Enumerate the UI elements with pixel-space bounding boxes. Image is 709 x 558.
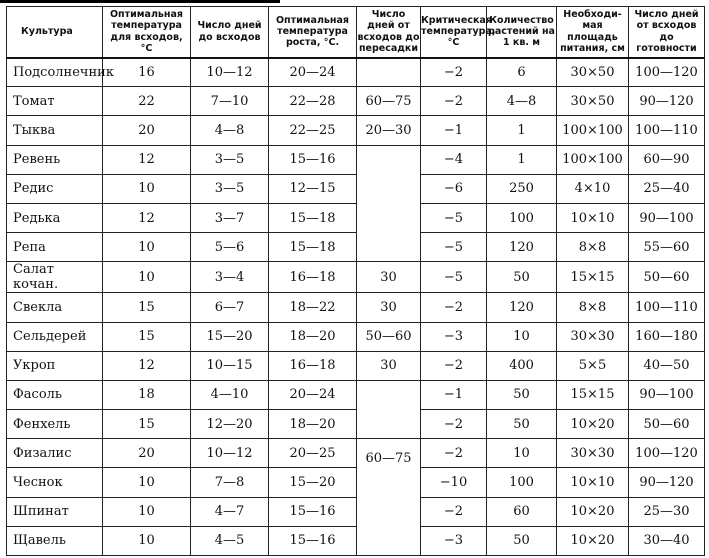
cell-crop-name: Тыква — [7, 116, 103, 145]
cell-crop-name: Сельдерей — [7, 322, 103, 351]
cell-temp-sprout: 10 — [103, 526, 191, 555]
table-row — [7, 145, 705, 174]
cell-days-sprout: 3—5 — [191, 174, 269, 203]
cell-crit-temp: −1 — [421, 380, 487, 409]
cell-days-sprout: 7—8 — [191, 468, 269, 497]
cell-days-ready: 50—60 — [629, 410, 705, 439]
cell-days-transplant — [357, 145, 421, 262]
header-crit-temp: Критическая температура, °С — [421, 7, 487, 58]
cell-temp-growth: 18—20 — [269, 410, 357, 439]
cell-feeding-area: 10×20 — [557, 497, 629, 526]
cell-days-ready: 100—110 — [629, 116, 705, 145]
cell-temp-sprout: 15 — [103, 410, 191, 439]
cell-crit-temp: −3 — [421, 322, 487, 351]
cell-crit-temp: −3 — [421, 526, 487, 555]
cell-plants-per-m2: 50 — [487, 410, 557, 439]
cell-temp-growth: 20—24 — [269, 380, 357, 409]
cell-crit-temp: −5 — [421, 262, 487, 293]
cell-temp-growth: 15—20 — [269, 468, 357, 497]
cell-plants-per-m2: 400 — [487, 351, 557, 380]
cell-days-ready: 90—100 — [629, 380, 705, 409]
cell-crop-name: Фасоль — [7, 380, 103, 409]
cell-days-ready: 160—180 — [629, 322, 705, 351]
cell-crit-temp: −5 — [421, 203, 487, 232]
cell-days-transplant: 20—30 — [357, 116, 421, 145]
cell-plants-per-m2: 250 — [487, 174, 557, 203]
cell-plants-per-m2: 10 — [487, 439, 557, 468]
cell-temp-sprout: 20 — [103, 116, 191, 145]
cell-days-transplant — [357, 58, 421, 87]
cell-temp-growth: 22—25 — [269, 116, 357, 145]
cell-days-ready: 60—90 — [629, 145, 705, 174]
table-row — [7, 233, 705, 262]
cell-feeding-area: 8×8 — [557, 233, 629, 262]
crop-data-table — [6, 6, 705, 556]
cell-crit-temp: −2 — [421, 293, 487, 322]
table-row — [7, 174, 705, 203]
cell-days-sprout: 3—7 — [191, 203, 269, 232]
table-row — [7, 58, 705, 87]
cell-feeding-area: 10×10 — [557, 468, 629, 497]
cell-days-sprout: 3—4 — [191, 262, 269, 293]
cell-days-ready: 90—100 — [629, 203, 705, 232]
table-row — [7, 322, 705, 351]
cell-temp-growth: 15—16 — [269, 526, 357, 555]
cell-temp-sprout: 22 — [103, 87, 191, 116]
cell-crop-name: Редька — [7, 203, 103, 232]
cell-feeding-area: 30×50 — [557, 87, 629, 116]
cell-plants-per-m2: 1 — [487, 116, 557, 145]
cell-feeding-area: 15×15 — [557, 262, 629, 293]
cell-days-sprout: 7—10 — [191, 87, 269, 116]
cell-crop-name: Подсолнечник — [7, 58, 103, 87]
cell-crit-temp: −1 — [421, 116, 487, 145]
top-rule — [0, 0, 280, 3]
cell-temp-sprout: 10 — [103, 497, 191, 526]
table-row — [7, 203, 705, 232]
cell-crit-temp: −6 — [421, 174, 487, 203]
cell-days-ready: 100—110 — [629, 293, 705, 322]
header-crop: Культура — [7, 7, 103, 58]
cell-temp-sprout: 18 — [103, 380, 191, 409]
cell-days-sprout: 10—12 — [191, 439, 269, 468]
cell-crop-name: Свекла — [7, 293, 103, 322]
cell-days-ready: 100—120 — [629, 58, 705, 87]
cell-feeding-area: 30×50 — [557, 58, 629, 87]
cell-temp-sprout: 15 — [103, 322, 191, 351]
header-plants-per-m2: Количество растений на 1 кв. м — [487, 7, 557, 58]
table-row — [7, 497, 705, 526]
cell-days-sprout: 15—20 — [191, 322, 269, 351]
cell-temp-growth: 15—16 — [269, 145, 357, 174]
header-days-sprout: Число дней до всходов — [191, 7, 269, 58]
cell-crop-name: Физалис — [7, 439, 103, 468]
cell-temp-sprout: 10 — [103, 468, 191, 497]
cell-crop-name: Фенхель — [7, 410, 103, 439]
cell-plants-per-m2: 120 — [487, 233, 557, 262]
cell-days-transplant: 60—75 — [357, 439, 421, 556]
cell-feeding-area: 30×30 — [557, 322, 629, 351]
table-row — [7, 87, 705, 116]
cell-crit-temp: −2 — [421, 351, 487, 380]
cell-crit-temp: −2 — [421, 439, 487, 468]
cell-days-ready: 50—60 — [629, 262, 705, 293]
cell-temp-growth: 20—25 — [269, 439, 357, 468]
cell-days-ready: 55—60 — [629, 233, 705, 262]
cell-feeding-area: 10×20 — [557, 526, 629, 555]
table-row — [7, 351, 705, 380]
cell-days-transplant — [357, 380, 421, 438]
cell-temp-growth: 18—20 — [269, 322, 357, 351]
cell-crop-name: Салат кочан. — [7, 262, 103, 293]
cell-feeding-area: 100×100 — [557, 145, 629, 174]
cell-temp-growth: 18—22 — [269, 293, 357, 322]
header-days-ready: Число дней от всходов до готовности — [629, 7, 705, 58]
cell-days-ready: 90—120 — [629, 87, 705, 116]
cell-temp-sprout: 20 — [103, 439, 191, 468]
cell-feeding-area: 15×15 — [557, 380, 629, 409]
cell-crit-temp: −4 — [421, 145, 487, 174]
cell-plants-per-m2: 50 — [487, 380, 557, 409]
cell-crop-name: Укроп — [7, 351, 103, 380]
cell-feeding-area: 10×20 — [557, 410, 629, 439]
cell-temp-growth: 22—28 — [269, 87, 357, 116]
table-row — [7, 410, 705, 439]
cell-temp-growth: 16—18 — [269, 351, 357, 380]
cell-temp-growth: 15—16 — [269, 497, 357, 526]
cell-temp-sprout: 10 — [103, 233, 191, 262]
cell-plants-per-m2: 4—8 — [487, 87, 557, 116]
cell-plants-per-m2: 120 — [487, 293, 557, 322]
cell-plants-per-m2: 60 — [487, 497, 557, 526]
cell-temp-sprout: 12 — [103, 145, 191, 174]
cell-crit-temp: −2 — [421, 410, 487, 439]
table-row — [7, 293, 705, 322]
cell-days-ready: 40—50 — [629, 351, 705, 380]
cell-temp-sprout: 12 — [103, 203, 191, 232]
header-feeding-area: Необходи-мая площадь питания, см — [557, 7, 629, 58]
cell-days-sprout: 12—20 — [191, 410, 269, 439]
cell-plants-per-m2: 100 — [487, 468, 557, 497]
cell-days-sprout: 4—10 — [191, 380, 269, 409]
cell-crit-temp: −2 — [421, 497, 487, 526]
cell-crop-name: Ревень — [7, 145, 103, 174]
cell-feeding-area: 30×30 — [557, 439, 629, 468]
cell-crit-temp: −2 — [421, 58, 487, 87]
cell-days-transplant: 60—75 — [357, 87, 421, 116]
cell-days-sprout: 3—5 — [191, 145, 269, 174]
cell-temp-growth: 15—18 — [269, 233, 357, 262]
table-row — [7, 262, 705, 293]
cell-plants-per-m2: 1 — [487, 145, 557, 174]
cell-crop-name: Редис — [7, 174, 103, 203]
cell-plants-per-m2: 50 — [487, 526, 557, 555]
cell-crit-temp: −10 — [421, 468, 487, 497]
cell-days-sprout: 4—7 — [191, 497, 269, 526]
cell-days-transplant: 30 — [357, 293, 421, 322]
cell-crop-name: Чеснок — [7, 468, 103, 497]
header-days-transplant: Число дней от всходов до пересадки — [357, 7, 421, 58]
table-row — [7, 439, 705, 468]
cell-days-sprout: 6—7 — [191, 293, 269, 322]
cell-plants-per-m2: 6 — [487, 58, 557, 87]
cell-feeding-area: 4×10 — [557, 174, 629, 203]
cell-feeding-area: 8×8 — [557, 293, 629, 322]
cell-days-sprout: 4—8 — [191, 116, 269, 145]
cell-plants-per-m2: 10 — [487, 322, 557, 351]
table-row — [7, 468, 705, 497]
cell-crop-name: Репа — [7, 233, 103, 262]
cell-feeding-area: 5×5 — [557, 351, 629, 380]
cell-days-ready: 90—120 — [629, 468, 705, 497]
cell-crop-name: Шпинат — [7, 497, 103, 526]
cell-temp-sprout: 10 — [103, 262, 191, 293]
cell-temp-sprout: 15 — [103, 293, 191, 322]
cell-crit-temp: −5 — [421, 233, 487, 262]
cell-crit-temp: −2 — [421, 87, 487, 116]
header-temp-growth: Оптимальная температура роста, °С. — [269, 7, 357, 58]
cell-temp-growth: 12—15 — [269, 174, 357, 203]
table-row — [7, 526, 705, 555]
cell-days-ready: 100—120 — [629, 439, 705, 468]
cell-crop-name: Томат — [7, 87, 103, 116]
cell-temp-growth: 15—18 — [269, 203, 357, 232]
header-temp-sprout: Оптимальная температура для всходов, °С — [103, 7, 191, 58]
cell-days-transplant: 30 — [357, 351, 421, 380]
table-row — [7, 380, 705, 409]
table-row — [7, 116, 705, 145]
cell-days-transplant: 50—60 — [357, 322, 421, 351]
cell-crop-name: Щавель — [7, 526, 103, 555]
cell-days-ready: 25—30 — [629, 497, 705, 526]
cell-temp-sprout: 16 — [103, 58, 191, 87]
cell-temp-growth: 20—24 — [269, 58, 357, 87]
cell-days-sprout: 5—6 — [191, 233, 269, 262]
cell-temp-sprout: 10 — [103, 174, 191, 203]
cell-days-transplant: 30 — [357, 262, 421, 293]
cell-days-sprout: 4—5 — [191, 526, 269, 555]
cell-plants-per-m2: 100 — [487, 203, 557, 232]
cell-temp-growth: 16—18 — [269, 262, 357, 293]
cell-plants-per-m2: 50 — [487, 262, 557, 293]
header-row — [7, 7, 705, 58]
cell-feeding-area: 10×10 — [557, 203, 629, 232]
cell-feeding-area: 100×100 — [557, 116, 629, 145]
cell-days-ready: 30—40 — [629, 526, 705, 555]
cell-days-sprout: 10—15 — [191, 351, 269, 380]
cell-days-ready: 25—40 — [629, 174, 705, 203]
cell-temp-sprout: 12 — [103, 351, 191, 380]
cell-days-sprout: 10—12 — [191, 58, 269, 87]
